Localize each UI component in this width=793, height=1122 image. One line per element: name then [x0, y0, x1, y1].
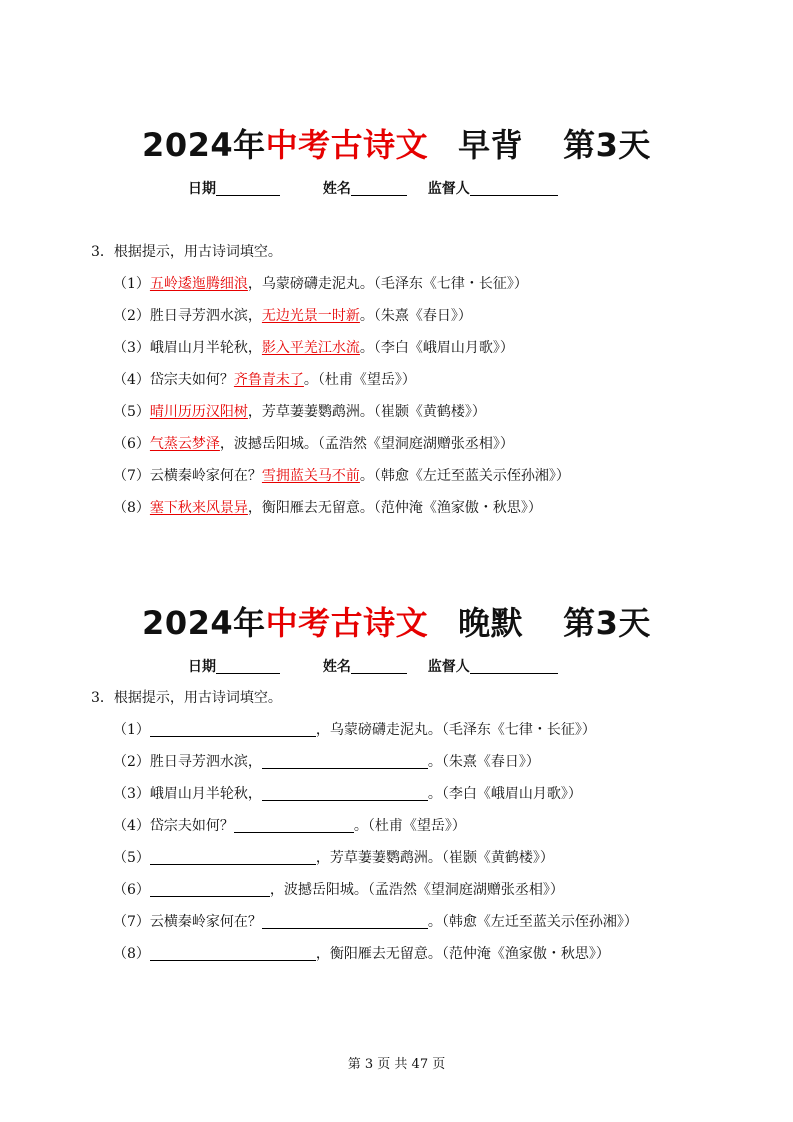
morning-item: （4）岱宗夫如何？齐鲁青未了。（杜甫《望岳》）	[113, 372, 416, 388]
answer-text: 气蒸云梦泽	[149, 436, 220, 452]
answer-blank[interactable]	[262, 914, 428, 929]
answer-text: 齐鲁青未了	[233, 372, 304, 388]
supervisor-label: 监督人	[427, 181, 470, 197]
evening-item: （2）胜日寻芳泗水滨， 。（朱熹《春日》）	[113, 754, 540, 770]
evening-question: 3．根据提示，用古诗词填空。	[91, 690, 282, 706]
answer-blank[interactable]	[150, 882, 270, 897]
answer-blank[interactable]	[150, 850, 316, 865]
answer-text: 五岭逶迤腾细浪	[149, 276, 248, 292]
evening-item: （8） ，衡阳雁去无留意。（范仲淹《渔家傲・秋思》）	[113, 946, 610, 962]
answer-blank[interactable]	[234, 818, 354, 833]
evening-item: （7）云横秦岭家何在？ 。（韩愈《左迁至蓝关示侄孙湘》）	[113, 914, 638, 930]
morning-title	[0, 120, 793, 166]
title-day: 第3天	[563, 604, 651, 642]
answer-text: 无边光景一时新	[261, 308, 360, 324]
morning-item: （1）五岭逶迤腾细浪，乌蒙磅礴走泥丸。（毛泽东《七律・长征》）	[113, 276, 528, 292]
answer-text: 晴川历历汉阳树	[149, 404, 248, 420]
date-label: 日期	[188, 659, 216, 675]
date-field[interactable]	[216, 658, 280, 674]
answer-blank[interactable]	[262, 786, 428, 801]
name-field[interactable]	[351, 658, 407, 674]
evening-title	[0, 598, 793, 644]
morning-meta-row	[188, 178, 558, 198]
morning-item: （7）云横秦岭家何在？雪拥蓝关马不前。（韩愈《左迁至蓝关示侄孙湘》）	[113, 468, 570, 484]
morning-item: （3）峨眉山月半轮秋，影入平羌江水流。（李白《峨眉山月歌》）	[113, 340, 514, 356]
morning-question: 3．根据提示，用古诗词填空。	[91, 244, 282, 260]
morning-item: （8）塞下秋来风景异，衡阳雁去无留意。（范仲淹《渔家傲・秋思》）	[113, 500, 542, 516]
name-label: 姓名	[322, 181, 351, 197]
evening-item: （3）峨眉山月半轮秋， 。（李白《峨眉山月歌》）	[113, 786, 582, 802]
answer-text: 塞下秋来风景异	[149, 500, 248, 516]
title-kind: 早背	[458, 126, 524, 164]
answer-blank[interactable]	[150, 722, 316, 737]
title-red-text: 中考古诗文	[265, 604, 429, 642]
evening-item: （1） ，乌蒙磅礴走泥丸。（毛泽东《七律・长征》）	[113, 722, 596, 738]
date-label: 日期	[188, 181, 216, 197]
name-label: 姓名	[322, 659, 351, 675]
title-red-text: 中考古诗文	[265, 126, 429, 164]
page-footer: 第 3 页 共 47 页	[347, 1057, 446, 1072]
evening-meta-row	[188, 656, 558, 676]
title-kind: 晚默	[458, 604, 524, 642]
answer-text: 雪拥蓝关马不前	[261, 468, 360, 484]
morning-item: （6）气蒸云梦泽，波撼岳阳城。（孟浩然《望洞庭湖赠张丞相》）	[113, 436, 514, 452]
morning-item: （5）晴川历历汉阳树，芳草萋萋鹦鹉洲。（崔颢《黄鹤楼》）	[113, 404, 486, 420]
title-day: 第3天	[563, 126, 651, 164]
title-year: 2024年	[142, 604, 266, 642]
answer-text: 影入平羌江水流	[261, 340, 360, 356]
title-year: 2024年	[142, 126, 266, 164]
morning-item: （2）胜日寻芳泗水滨，无边光景一时新。（朱熹《春日》）	[113, 308, 472, 324]
supervisor-label: 监督人	[427, 659, 470, 675]
answer-blank[interactable]	[262, 754, 428, 769]
supervisor-field[interactable]	[470, 180, 558, 196]
answer-blank[interactable]	[150, 946, 316, 961]
supervisor-field[interactable]	[470, 658, 558, 674]
evening-item: （4）岱宗夫如何？ 。（杜甫《望岳》）	[113, 818, 466, 834]
date-field[interactable]	[216, 180, 280, 196]
name-field[interactable]	[351, 180, 407, 196]
evening-item: （5） ，芳草萋萋鹦鹉洲。（崔颢《黄鹤楼》）	[113, 850, 554, 866]
evening-item: （6） ，波撼岳阳城。（孟浩然《望洞庭湖赠张丞相》）	[113, 882, 564, 898]
